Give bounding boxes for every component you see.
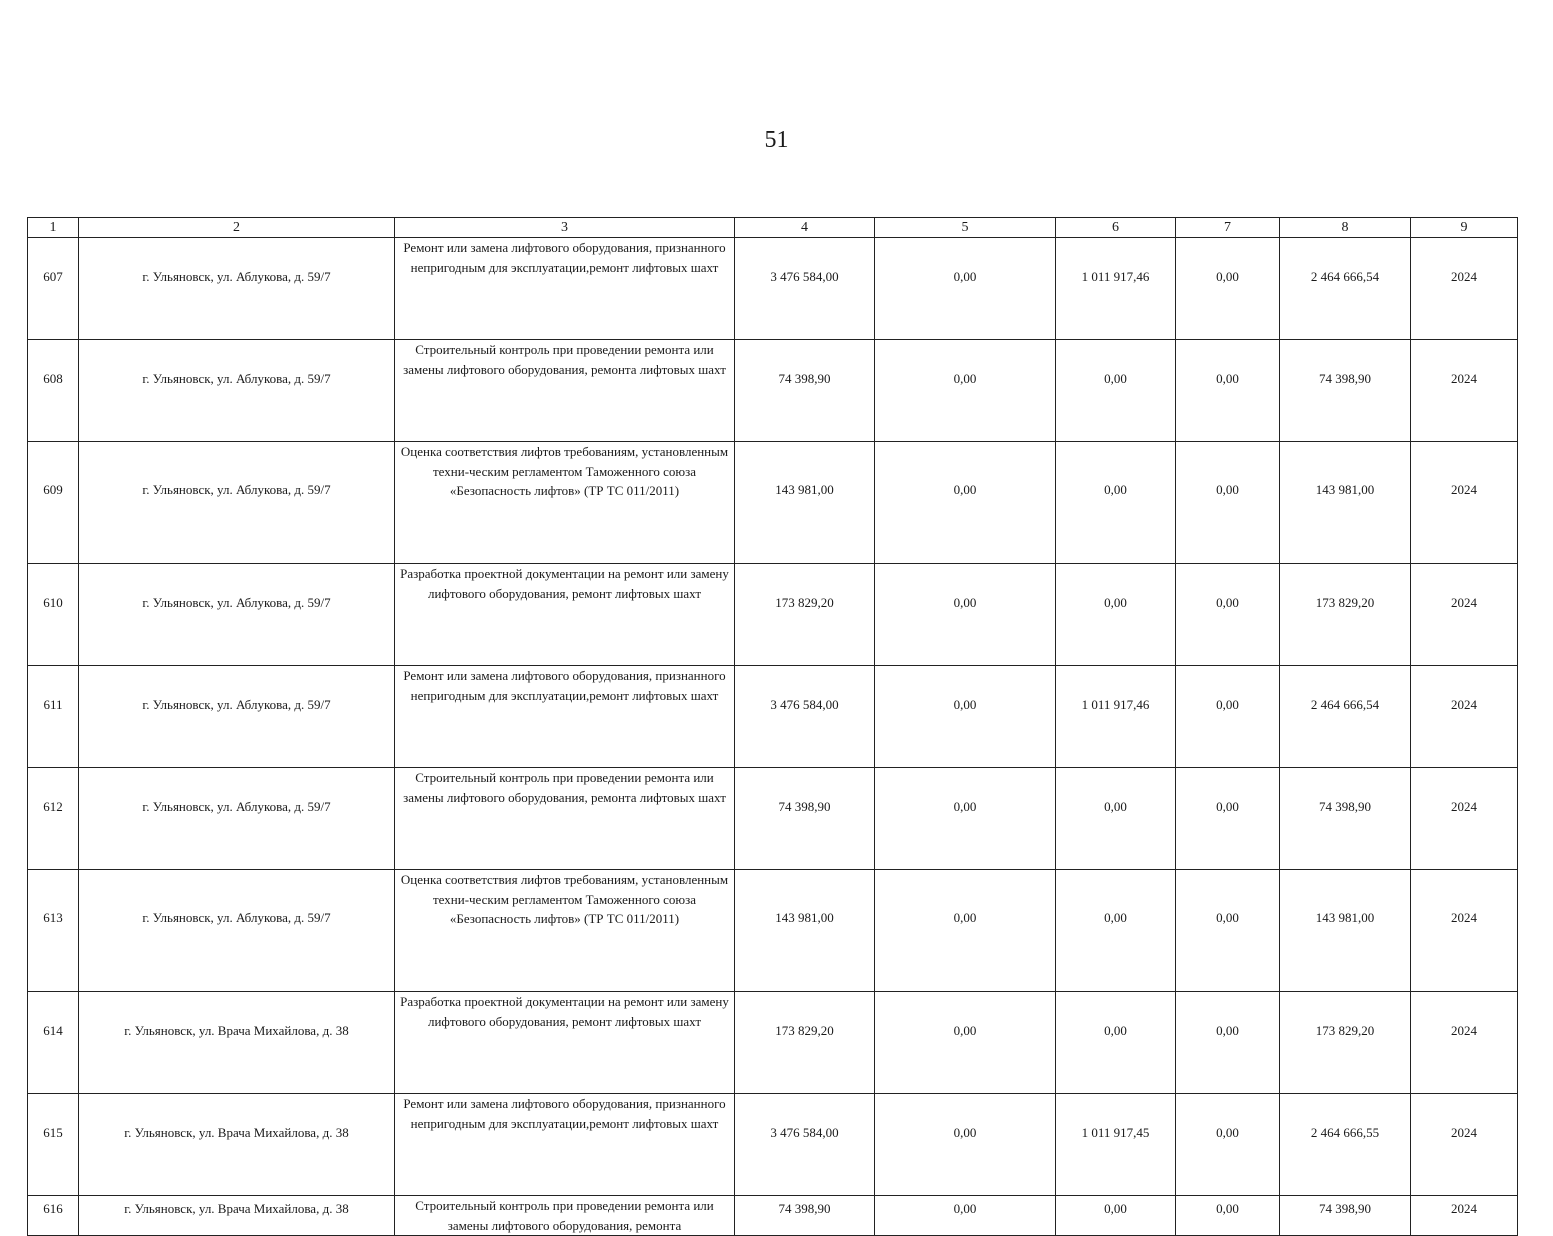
work-description-cell: Ремонт или замена лифтового оборудования, признанного непригодным для эксплуатации,ремонт лифтовых шахт xyxy=(395,238,735,340)
table-row xyxy=(28,442,1518,564)
row-number-cell: 616 xyxy=(28,1196,79,1236)
column-header: 9 xyxy=(1411,218,1518,238)
year-cell: 2024 xyxy=(1411,666,1518,768)
address-cell: г. Ульяновск, ул. Аблукова, д. 59/7 xyxy=(79,238,395,340)
row-number-cell: 611 xyxy=(28,666,79,768)
value-cell-4: 3 476 584,00 xyxy=(735,666,875,768)
value-cell-6: 0,00 xyxy=(1056,340,1176,442)
address-cell: г. Ульяновск, ул. Аблукова, д. 59/7 xyxy=(79,442,395,564)
value-cell-7: 0,00 xyxy=(1176,768,1280,870)
value-cell-4: 74 398,90 xyxy=(735,1196,875,1236)
address-cell: г. Ульяновск, ул. Врача Михайлова, д. 38 xyxy=(79,1196,395,1236)
value-cell-6: 0,00 xyxy=(1056,870,1176,992)
address-cell: г. Ульяновск, ул. Аблукова, д. 59/7 xyxy=(79,768,395,870)
row-number-cell: 608 xyxy=(28,340,79,442)
value-cell-6: 0,00 xyxy=(1056,564,1176,666)
value-cell-7: 0,00 xyxy=(1176,442,1280,564)
column-header: 6 xyxy=(1056,218,1176,238)
value-cell-8: 74 398,90 xyxy=(1280,340,1411,442)
value-cell-6: 0,00 xyxy=(1056,992,1176,1094)
row-number-cell: 614 xyxy=(28,992,79,1094)
value-cell-5: 0,00 xyxy=(875,870,1056,992)
table-row xyxy=(28,768,1518,870)
value-cell-8: 173 829,20 xyxy=(1280,992,1411,1094)
value-cell-7: 0,00 xyxy=(1176,340,1280,442)
value-cell-7: 0,00 xyxy=(1176,1196,1280,1236)
value-cell-5: 0,00 xyxy=(875,340,1056,442)
column-header: 1 xyxy=(28,218,79,238)
value-cell-7: 0,00 xyxy=(1176,564,1280,666)
value-cell-4: 143 981,00 xyxy=(735,442,875,564)
column-header: 4 xyxy=(735,218,875,238)
work-description-cell: Ремонт или замена лифтового оборудования, признанного непригодным для эксплуатации,ремонт лифтовых шахт xyxy=(395,666,735,768)
column-header: 5 xyxy=(875,218,1056,238)
address-cell: г. Ульяновск, ул. Аблукова, д. 59/7 xyxy=(79,564,395,666)
table-row xyxy=(28,992,1518,1094)
value-cell-4: 173 829,20 xyxy=(735,992,875,1094)
column-header: 7 xyxy=(1176,218,1280,238)
column-header: 8 xyxy=(1280,218,1411,238)
year-cell: 2024 xyxy=(1411,1196,1518,1236)
page-number: 51 xyxy=(764,127,789,153)
year-cell: 2024 xyxy=(1411,768,1518,870)
address-cell: г. Ульяновск, ул. Аблукова, д. 59/7 xyxy=(79,666,395,768)
table-row xyxy=(28,870,1518,992)
value-cell-8: 74 398,90 xyxy=(1280,1196,1411,1236)
row-number-cell: 607 xyxy=(28,238,79,340)
value-cell-5: 0,00 xyxy=(875,666,1056,768)
table-row xyxy=(28,238,1518,340)
work-description-cell: Ремонт или замена лифтового оборудования, признанного непригодным для эксплуатации,ремонт лифтовых шахт xyxy=(395,1094,735,1196)
value-cell-8: 143 981,00 xyxy=(1280,442,1411,564)
row-number-cell: 615 xyxy=(28,1094,79,1196)
row-number-cell: 612 xyxy=(28,768,79,870)
value-cell-5: 0,00 xyxy=(875,442,1056,564)
year-cell: 2024 xyxy=(1411,238,1518,340)
value-cell-7: 0,00 xyxy=(1176,1094,1280,1196)
value-cell-7: 0,00 xyxy=(1176,870,1280,992)
address-cell: г. Ульяновск, ул. Врача Михайлова, д. 38 xyxy=(79,1094,395,1196)
value-cell-5: 0,00 xyxy=(875,768,1056,870)
work-description-cell: Разработка проектной документации на ремонт или замену лифтового оборудования, ремонт лифтовых шахт xyxy=(395,992,735,1094)
column-header: 3 xyxy=(395,218,735,238)
year-cell: 2024 xyxy=(1411,992,1518,1094)
year-cell: 2024 xyxy=(1411,340,1518,442)
value-cell-5: 0,00 xyxy=(875,238,1056,340)
table-row xyxy=(28,564,1518,666)
value-cell-6: 1 011 917,46 xyxy=(1056,238,1176,340)
year-cell: 2024 xyxy=(1411,564,1518,666)
year-cell: 2024 xyxy=(1411,1094,1518,1196)
row-number-cell: 613 xyxy=(28,870,79,992)
work-description-cell: Строительный контроль при проведении ремонта или замены лифтового оборудования, ремонта лифтовых шахт xyxy=(395,340,735,442)
value-cell-8: 74 398,90 xyxy=(1280,768,1411,870)
value-cell-7: 0,00 xyxy=(1176,992,1280,1094)
value-cell-4: 143 981,00 xyxy=(735,870,875,992)
value-cell-6: 0,00 xyxy=(1056,442,1176,564)
value-cell-5: 0,00 xyxy=(875,992,1056,1094)
value-cell-8: 2 464 666,55 xyxy=(1280,1094,1411,1196)
value-cell-6: 0,00 xyxy=(1056,1196,1176,1236)
value-cell-7: 0,00 xyxy=(1176,238,1280,340)
value-cell-4: 173 829,20 xyxy=(735,564,875,666)
work-description-cell: Разработка проектной документации на ремонт или замену лифтового оборудования, ремонт лифтовых шахт xyxy=(395,564,735,666)
value-cell-8: 2 464 666,54 xyxy=(1280,666,1411,768)
column-header: 2 xyxy=(79,218,395,238)
value-cell-5: 0,00 xyxy=(875,1094,1056,1196)
value-cell-5: 0,00 xyxy=(875,1196,1056,1236)
year-cell: 2024 xyxy=(1411,442,1518,564)
value-cell-5: 0,00 xyxy=(875,564,1056,666)
value-cell-4: 74 398,90 xyxy=(735,768,875,870)
work-description-cell: Оценка соответствия лифтов требованиям, установленным техни-ческим регламентом Таможенного союза «Безопасность лифтов» (ТР ТС 011/2011) xyxy=(395,870,735,992)
value-cell-8: 173 829,20 xyxy=(1280,564,1411,666)
works-table xyxy=(27,217,1518,1236)
address-cell: г. Ульяновск, ул. Аблукова, д. 59/7 xyxy=(79,340,395,442)
value-cell-4: 3 476 584,00 xyxy=(735,1094,875,1196)
value-cell-8: 143 981,00 xyxy=(1280,870,1411,992)
table-row xyxy=(28,1196,1518,1236)
value-cell-4: 3 476 584,00 xyxy=(735,238,875,340)
value-cell-4: 74 398,90 xyxy=(735,340,875,442)
value-cell-6: 1 011 917,46 xyxy=(1056,666,1176,768)
year-cell: 2024 xyxy=(1411,870,1518,992)
row-number-cell: 610 xyxy=(28,564,79,666)
value-cell-8: 2 464 666,54 xyxy=(1280,238,1411,340)
column-number-row xyxy=(28,218,1518,238)
row-number-cell: 609 xyxy=(28,442,79,564)
value-cell-6: 0,00 xyxy=(1056,768,1176,870)
work-description-cell: Строительный контроль при проведении ремонта или замены лифтового оборудования, ремонта xyxy=(395,1196,735,1236)
value-cell-6: 1 011 917,45 xyxy=(1056,1094,1176,1196)
value-cell-7: 0,00 xyxy=(1176,666,1280,768)
address-cell: г. Ульяновск, ул. Аблукова, д. 59/7 xyxy=(79,870,395,992)
address-cell: г. Ульяновск, ул. Врача Михайлова, д. 38 xyxy=(79,992,395,1094)
table-row xyxy=(28,666,1518,768)
table-row xyxy=(28,340,1518,442)
work-description-cell: Строительный контроль при проведении ремонта или замены лифтового оборудования, ремонта лифтовых шахт xyxy=(395,768,735,870)
table-row xyxy=(28,1094,1518,1196)
work-description-cell: Оценка соответствия лифтов требованиям, установленным техни-ческим регламентом Таможенного союза «Безопасность лифтов» (ТР ТС 011/2011) xyxy=(395,442,735,564)
